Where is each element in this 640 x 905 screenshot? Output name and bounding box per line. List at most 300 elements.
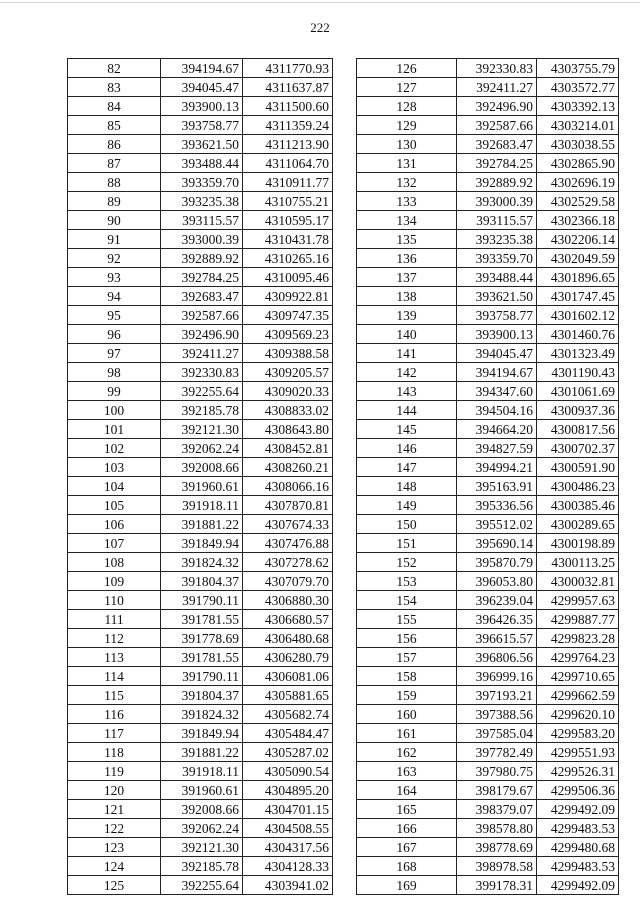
y-coordinate-cell: 4308066.16 (243, 477, 333, 496)
x-coordinate-cell: 398778.69 (457, 838, 537, 857)
y-coordinate-cell: 4307079.70 (243, 572, 333, 591)
point-number-cell: 109 (68, 572, 161, 591)
y-coordinate-cell: 4299483.53 (537, 857, 619, 876)
x-coordinate-cell: 391960.61 (161, 781, 243, 800)
point-number-cell: 161 (357, 724, 457, 743)
point-number-cell: 121 (68, 800, 161, 819)
table-row (357, 857, 619, 876)
point-number-cell: 113 (68, 648, 161, 667)
y-coordinate-cell: 4300591.90 (537, 458, 619, 477)
table-row (357, 477, 619, 496)
table-row (357, 211, 619, 230)
x-coordinate-cell: 394827.59 (457, 439, 537, 458)
point-number-cell: 158 (357, 667, 457, 686)
table-row (357, 325, 619, 344)
x-coordinate-cell: 393621.50 (457, 287, 537, 306)
x-coordinate-cell: 392121.30 (161, 420, 243, 439)
point-number-cell: 135 (357, 230, 457, 249)
y-coordinate-cell: 4304508.55 (243, 819, 333, 838)
y-coordinate-cell: 4305090.54 (243, 762, 333, 781)
y-coordinate-cell: 4299492.09 (537, 876, 619, 895)
y-coordinate-cell: 4311359.24 (243, 116, 333, 135)
table-row (68, 211, 333, 230)
point-number-cell: 133 (357, 192, 457, 211)
y-coordinate-cell: 4303038.55 (537, 135, 619, 154)
y-coordinate-cell: 4301602.12 (537, 306, 619, 325)
table-row (68, 306, 333, 325)
point-number-cell: 117 (68, 724, 161, 743)
x-coordinate-cell: 396053.80 (457, 572, 537, 591)
y-coordinate-cell: 4309922.81 (243, 287, 333, 306)
y-coordinate-cell: 4300385.46 (537, 496, 619, 515)
x-coordinate-cell: 399178.31 (457, 876, 537, 895)
y-coordinate-cell: 4300486.23 (537, 477, 619, 496)
x-coordinate-cell: 391781.55 (161, 610, 243, 629)
x-coordinate-cell: 392330.83 (457, 59, 537, 78)
y-coordinate-cell: 4305881.65 (243, 686, 333, 705)
point-number-cell: 157 (357, 648, 457, 667)
x-coordinate-cell: 393488.44 (457, 268, 537, 287)
point-number-cell: 169 (357, 876, 457, 895)
table-row (68, 629, 333, 648)
table-row (68, 97, 333, 116)
table-row (357, 819, 619, 838)
point-number-cell: 136 (357, 249, 457, 268)
x-coordinate-cell: 393359.70 (161, 173, 243, 192)
y-coordinate-cell: 4310095.46 (243, 268, 333, 287)
x-coordinate-cell: 398379.07 (457, 800, 537, 819)
table-row (357, 382, 619, 401)
y-coordinate-cell: 4309388.58 (243, 344, 333, 363)
x-coordinate-cell: 394045.47 (161, 78, 243, 97)
x-coordinate-cell: 391849.94 (161, 534, 243, 553)
point-number-cell: 116 (68, 705, 161, 724)
y-coordinate-cell: 4303941.02 (243, 876, 333, 895)
point-number-cell: 130 (357, 135, 457, 154)
y-coordinate-cell: 4299526.31 (537, 762, 619, 781)
table-row (68, 705, 333, 724)
x-coordinate-cell: 395870.79 (457, 553, 537, 572)
point-number-cell: 100 (68, 401, 161, 420)
table-row (68, 154, 333, 173)
point-number-cell: 82 (68, 59, 161, 78)
point-number-cell: 152 (357, 553, 457, 572)
y-coordinate-cell: 4299662.59 (537, 686, 619, 705)
point-number-cell: 95 (68, 306, 161, 325)
y-coordinate-cell: 4304701.15 (243, 800, 333, 819)
point-number-cell: 85 (68, 116, 161, 135)
table-row (357, 553, 619, 572)
x-coordinate-cell: 395512.02 (457, 515, 537, 534)
table-row (68, 249, 333, 268)
y-coordinate-cell: 4299764.23 (537, 648, 619, 667)
table-row (357, 154, 619, 173)
point-number-cell: 127 (357, 78, 457, 97)
x-coordinate-cell: 392185.78 (161, 857, 243, 876)
y-coordinate-cell: 4302206.14 (537, 230, 619, 249)
x-coordinate-cell: 392784.25 (457, 154, 537, 173)
point-number-cell: 98 (68, 363, 161, 382)
x-coordinate-cell: 392062.24 (161, 439, 243, 458)
point-number-cell: 99 (68, 382, 161, 401)
table-row (357, 686, 619, 705)
point-number-cell: 104 (68, 477, 161, 496)
point-number-cell: 163 (357, 762, 457, 781)
y-coordinate-cell: 4300289.65 (537, 515, 619, 534)
x-coordinate-cell: 393900.13 (457, 325, 537, 344)
table-row (68, 857, 333, 876)
y-coordinate-cell: 4311064.70 (243, 154, 333, 173)
x-coordinate-cell: 392784.25 (161, 268, 243, 287)
table-row (68, 743, 333, 762)
table-row (357, 287, 619, 306)
x-coordinate-cell: 397388.56 (457, 705, 537, 724)
y-coordinate-cell: 4300198.89 (537, 534, 619, 553)
table-row (357, 743, 619, 762)
x-coordinate-cell: 391790.11 (161, 591, 243, 610)
x-coordinate-cell: 392330.83 (161, 363, 243, 382)
table-row (68, 287, 333, 306)
x-coordinate-cell: 394347.60 (457, 382, 537, 401)
point-number-cell: 162 (357, 743, 457, 762)
x-coordinate-cell: 392587.66 (161, 306, 243, 325)
table-row (357, 78, 619, 97)
point-number-cell: 142 (357, 363, 457, 382)
y-coordinate-cell: 4307870.81 (243, 496, 333, 515)
y-coordinate-cell: 4304317.56 (243, 838, 333, 857)
y-coordinate-cell: 4301061.69 (537, 382, 619, 401)
point-number-cell: 93 (68, 268, 161, 287)
point-number-cell: 146 (357, 439, 457, 458)
x-coordinate-cell: 392121.30 (161, 838, 243, 857)
y-coordinate-cell: 4305484.47 (243, 724, 333, 743)
y-coordinate-cell: 4300032.81 (537, 572, 619, 591)
x-coordinate-cell: 392496.90 (161, 325, 243, 344)
point-number-cell: 166 (357, 819, 457, 838)
table-row (68, 572, 333, 591)
x-coordinate-cell: 391918.11 (161, 762, 243, 781)
x-coordinate-cell: 392008.66 (161, 800, 243, 819)
table-row (68, 648, 333, 667)
y-coordinate-cell: 4304128.33 (243, 857, 333, 876)
x-coordinate-cell: 392889.92 (457, 173, 537, 192)
table-row (357, 420, 619, 439)
point-number-cell: 94 (68, 287, 161, 306)
x-coordinate-cell: 394194.67 (161, 59, 243, 78)
x-coordinate-cell: 398978.58 (457, 857, 537, 876)
table-row (357, 534, 619, 553)
table-row (357, 135, 619, 154)
table-row (68, 800, 333, 819)
table-row (68, 496, 333, 515)
table-row (357, 363, 619, 382)
x-coordinate-cell: 392411.27 (161, 344, 243, 363)
table-row (68, 420, 333, 439)
y-coordinate-cell: 4300702.37 (537, 439, 619, 458)
point-number-cell: 125 (68, 876, 161, 895)
point-number-cell: 160 (357, 705, 457, 724)
table-row (68, 781, 333, 800)
y-coordinate-cell: 4306680.57 (243, 610, 333, 629)
x-coordinate-cell: 393758.77 (161, 116, 243, 135)
table-row (68, 610, 333, 629)
x-coordinate-cell: 391918.11 (161, 496, 243, 515)
y-coordinate-cell: 4299480.68 (537, 838, 619, 857)
table-row (68, 838, 333, 857)
page-number: 222 (310, 20, 330, 35)
y-coordinate-cell: 4310755.21 (243, 192, 333, 211)
table-row (357, 173, 619, 192)
x-coordinate-cell: 392496.90 (457, 97, 537, 116)
y-coordinate-cell: 4303572.77 (537, 78, 619, 97)
point-number-cell: 156 (357, 629, 457, 648)
table-row (68, 762, 333, 781)
x-coordinate-cell: 393621.50 (161, 135, 243, 154)
point-number-cell: 128 (357, 97, 457, 116)
table-row (68, 192, 333, 211)
y-coordinate-cell: 4310911.77 (243, 173, 333, 192)
x-coordinate-cell: 394504.16 (457, 401, 537, 420)
y-coordinate-cell: 4308260.21 (243, 458, 333, 477)
y-coordinate-cell: 4301460.76 (537, 325, 619, 344)
x-coordinate-cell: 391960.61 (161, 477, 243, 496)
y-coordinate-cell: 4305682.74 (243, 705, 333, 724)
y-coordinate-cell: 4299620.10 (537, 705, 619, 724)
y-coordinate-cell: 4302049.59 (537, 249, 619, 268)
y-coordinate-cell: 4304895.20 (243, 781, 333, 800)
point-number-cell: 153 (357, 572, 457, 591)
table-row (357, 610, 619, 629)
table-row (357, 496, 619, 515)
table-row (68, 116, 333, 135)
y-coordinate-cell: 4307476.88 (243, 534, 333, 553)
table-row (357, 306, 619, 325)
x-coordinate-cell: 395690.14 (457, 534, 537, 553)
table-row (357, 591, 619, 610)
point-number-cell: 115 (68, 686, 161, 705)
x-coordinate-cell: 398179.67 (457, 781, 537, 800)
table-row (68, 382, 333, 401)
table-row (357, 59, 619, 78)
point-number-cell: 107 (68, 534, 161, 553)
point-number-cell: 140 (357, 325, 457, 344)
y-coordinate-cell: 4299483.53 (537, 819, 619, 838)
y-coordinate-cell: 4309205.57 (243, 363, 333, 382)
coordinates-table-right (356, 58, 619, 895)
point-number-cell: 101 (68, 420, 161, 439)
y-coordinate-cell: 4309747.35 (243, 306, 333, 325)
table-row (68, 268, 333, 287)
table-row (68, 724, 333, 743)
y-coordinate-cell: 4307278.62 (243, 553, 333, 572)
x-coordinate-cell: 395163.91 (457, 477, 537, 496)
table-row (68, 325, 333, 344)
table-row (357, 439, 619, 458)
point-number-cell: 155 (357, 610, 457, 629)
point-number-cell: 86 (68, 135, 161, 154)
x-coordinate-cell: 397980.75 (457, 762, 537, 781)
y-coordinate-cell: 4308833.02 (243, 401, 333, 420)
table-row (68, 344, 333, 363)
table-row (68, 230, 333, 249)
table-row (357, 629, 619, 648)
x-coordinate-cell: 397782.49 (457, 743, 537, 762)
point-number-cell: 84 (68, 97, 161, 116)
point-number-cell: 90 (68, 211, 161, 230)
table-row (357, 458, 619, 477)
y-coordinate-cell: 4309569.23 (243, 325, 333, 344)
table-row (357, 249, 619, 268)
x-coordinate-cell: 393115.57 (161, 211, 243, 230)
point-number-cell: 145 (357, 420, 457, 439)
point-number-cell: 164 (357, 781, 457, 800)
y-coordinate-cell: 4300817.56 (537, 420, 619, 439)
x-coordinate-cell: 397585.04 (457, 724, 537, 743)
point-number-cell: 132 (357, 173, 457, 192)
point-number-cell: 159 (357, 686, 457, 705)
x-coordinate-cell: 393000.39 (161, 230, 243, 249)
point-number-cell: 131 (357, 154, 457, 173)
table-row (357, 648, 619, 667)
y-coordinate-cell: 4310595.17 (243, 211, 333, 230)
table-row (68, 439, 333, 458)
point-number-cell: 148 (357, 477, 457, 496)
x-coordinate-cell: 394045.47 (457, 344, 537, 363)
table-row (357, 344, 619, 363)
table-row (68, 173, 333, 192)
x-coordinate-cell: 392683.47 (161, 287, 243, 306)
table-row (68, 686, 333, 705)
y-coordinate-cell: 4301323.49 (537, 344, 619, 363)
table-row (68, 534, 333, 553)
point-number-cell: 118 (68, 743, 161, 762)
y-coordinate-cell: 4303755.79 (537, 59, 619, 78)
x-coordinate-cell: 393000.39 (457, 192, 537, 211)
point-number-cell: 88 (68, 173, 161, 192)
x-coordinate-cell: 394194.67 (457, 363, 537, 382)
x-coordinate-cell: 391824.32 (161, 553, 243, 572)
x-coordinate-cell: 392889.92 (161, 249, 243, 268)
table-row (357, 116, 619, 135)
table-row (357, 97, 619, 116)
point-number-cell: 103 (68, 458, 161, 477)
point-number-cell: 92 (68, 249, 161, 268)
point-number-cell: 126 (357, 59, 457, 78)
x-coordinate-cell: 392255.64 (161, 876, 243, 895)
x-coordinate-cell: 394664.20 (457, 420, 537, 439)
y-coordinate-cell: 4301190.43 (537, 363, 619, 382)
coordinates-table-left (67, 58, 333, 895)
x-coordinate-cell: 392587.66 (457, 116, 537, 135)
x-coordinate-cell: 396806.56 (457, 648, 537, 667)
x-coordinate-cell: 393115.57 (457, 211, 537, 230)
x-coordinate-cell: 393758.77 (457, 306, 537, 325)
x-coordinate-cell: 391881.22 (161, 515, 243, 534)
table-row (357, 781, 619, 800)
top-rule (0, 2, 640, 3)
point-number-cell: 119 (68, 762, 161, 781)
y-coordinate-cell: 4299583.20 (537, 724, 619, 743)
point-number-cell: 89 (68, 192, 161, 211)
x-coordinate-cell: 391790.11 (161, 667, 243, 686)
point-number-cell: 139 (357, 306, 457, 325)
point-number-cell: 108 (68, 553, 161, 572)
table-row (68, 515, 333, 534)
x-coordinate-cell: 392683.47 (457, 135, 537, 154)
y-coordinate-cell: 4299957.63 (537, 591, 619, 610)
y-coordinate-cell: 4310265.16 (243, 249, 333, 268)
point-number-cell: 129 (357, 116, 457, 135)
x-coordinate-cell: 396426.35 (457, 610, 537, 629)
y-coordinate-cell: 4299887.77 (537, 610, 619, 629)
x-coordinate-cell: 394994.21 (457, 458, 537, 477)
y-coordinate-cell: 4302529.58 (537, 192, 619, 211)
y-coordinate-cell: 4302865.90 (537, 154, 619, 173)
y-coordinate-cell: 4306480.68 (243, 629, 333, 648)
y-coordinate-cell: 4310431.78 (243, 230, 333, 249)
x-coordinate-cell: 393488.44 (161, 154, 243, 173)
x-coordinate-cell: 392062.24 (161, 819, 243, 838)
point-number-cell: 151 (357, 534, 457, 553)
point-number-cell: 134 (357, 211, 457, 230)
y-coordinate-cell: 4302366.18 (537, 211, 619, 230)
x-coordinate-cell: 391849.94 (161, 724, 243, 743)
table-row (357, 192, 619, 211)
y-coordinate-cell: 4300113.25 (537, 553, 619, 572)
x-coordinate-cell: 392008.66 (161, 458, 243, 477)
y-coordinate-cell: 4311770.93 (243, 59, 333, 78)
x-coordinate-cell: 391804.37 (161, 686, 243, 705)
x-coordinate-cell: 392185.78 (161, 401, 243, 420)
point-number-cell: 111 (68, 610, 161, 629)
point-number-cell: 106 (68, 515, 161, 534)
point-number-cell: 154 (357, 591, 457, 610)
point-number-cell: 114 (68, 667, 161, 686)
y-coordinate-cell: 4308643.80 (243, 420, 333, 439)
point-number-cell: 138 (357, 287, 457, 306)
y-coordinate-cell: 4299823.28 (537, 629, 619, 648)
x-coordinate-cell: 391824.32 (161, 705, 243, 724)
table-row (68, 876, 333, 895)
x-coordinate-cell: 398578.80 (457, 819, 537, 838)
table-row (68, 819, 333, 838)
point-number-cell: 168 (357, 857, 457, 876)
point-number-cell: 165 (357, 800, 457, 819)
table-row (68, 135, 333, 154)
x-coordinate-cell: 396999.16 (457, 667, 537, 686)
x-coordinate-cell: 393235.38 (161, 192, 243, 211)
point-number-cell: 147 (357, 458, 457, 477)
table-row (357, 876, 619, 895)
x-coordinate-cell: 393235.38 (457, 230, 537, 249)
point-number-cell: 143 (357, 382, 457, 401)
point-number-cell: 96 (68, 325, 161, 344)
table-row (357, 268, 619, 287)
y-coordinate-cell: 4301747.45 (537, 287, 619, 306)
point-number-cell: 110 (68, 591, 161, 610)
y-coordinate-cell: 4299551.93 (537, 743, 619, 762)
table-row (68, 458, 333, 477)
table-row (68, 59, 333, 78)
point-number-cell: 144 (357, 401, 457, 420)
table-row (357, 838, 619, 857)
y-coordinate-cell: 4299710.65 (537, 667, 619, 686)
x-coordinate-cell: 392411.27 (457, 78, 537, 97)
y-coordinate-cell: 4311500.60 (243, 97, 333, 116)
x-coordinate-cell: 393359.70 (457, 249, 537, 268)
table-row (68, 591, 333, 610)
y-coordinate-cell: 4301896.65 (537, 268, 619, 287)
